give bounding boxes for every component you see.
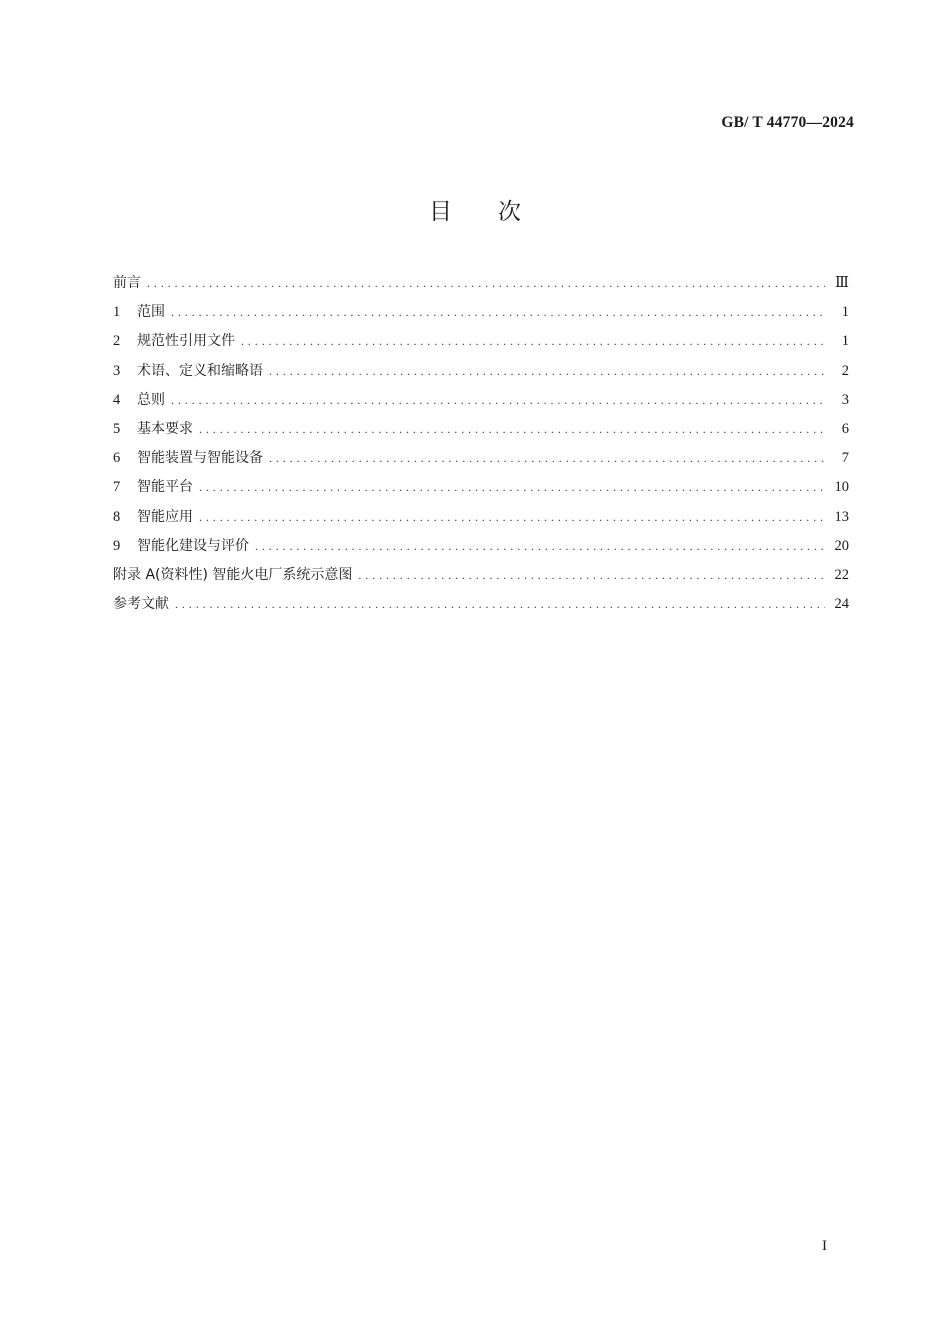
- toc-entry-7[interactable]: [113, 476, 849, 505]
- toc-entry-page: 3: [841, 391, 849, 408]
- toc-title-char-1: 目: [429, 199, 452, 225]
- dot-leader: [171, 393, 825, 408]
- dot-leader: [269, 451, 825, 466]
- toc-entry-label: 总则: [137, 391, 165, 408]
- toc-entry-9[interactable]: [113, 535, 849, 564]
- toc-entry-label: 智能化建设与评价: [137, 537, 249, 554]
- toc-entry-foreword[interactable]: [113, 272, 849, 301]
- toc-entry-label: 智能平台: [137, 479, 193, 496]
- standard-number: GB/ T 44770—2024: [721, 114, 854, 131]
- table-of-contents: [113, 272, 849, 622]
- toc-entry-page: 24: [834, 596, 849, 613]
- toc-entry-page: 2: [841, 362, 849, 379]
- toc-entry-number: 5: [113, 420, 121, 437]
- toc-entry-page: 1: [841, 304, 849, 321]
- toc-entry-page: 1: [841, 333, 849, 350]
- toc-entry-3[interactable]: [113, 360, 849, 389]
- toc-entry-number: 1: [113, 304, 121, 321]
- toc-entry-number: 4: [113, 391, 121, 408]
- dot-leader: [175, 597, 825, 612]
- toc-entry-label: 附录 A(资料性) 智能火电厂系统示意图: [113, 566, 353, 583]
- toc-entry-page: 13: [834, 508, 849, 525]
- toc-entry-references[interactable]: [113, 593, 849, 622]
- toc-entry-label: 术语、定义和缩略语: [137, 362, 263, 379]
- toc-entry-page: 20: [834, 537, 849, 554]
- toc-entry-page: Ⅲ: [835, 275, 849, 291]
- toc-entry-label: 基本要求: [137, 420, 193, 437]
- toc-entry-label: 参考文献: [113, 596, 169, 613]
- toc-entry-4[interactable]: [113, 389, 849, 418]
- page-number: I: [822, 1238, 827, 1254]
- toc-entry-number: 2: [113, 333, 121, 350]
- toc-entry-page: 7: [841, 450, 849, 467]
- toc-title-char-2: 次: [498, 199, 521, 225]
- toc-entry-8[interactable]: [113, 506, 849, 535]
- toc-entry-number: 8: [113, 508, 121, 525]
- dot-leader: [241, 334, 825, 349]
- toc-entry-1[interactable]: [113, 301, 849, 330]
- toc-entry-5[interactable]: [113, 418, 849, 447]
- dot-leader: [147, 276, 825, 291]
- toc-entry-label: 前言: [113, 275, 141, 291]
- toc-entry-page: 6: [841, 420, 849, 437]
- dot-leader: [199, 510, 825, 525]
- toc-title: [0, 193, 950, 226]
- toc-entry-page: 22: [834, 566, 849, 583]
- toc-entry-label: 范围: [137, 304, 165, 321]
- toc-entry-label: 智能装置与智能设备: [137, 450, 263, 467]
- toc-entry-number: 7: [113, 479, 121, 496]
- toc-entry-label: 智能应用: [137, 508, 193, 525]
- toc-entry-2[interactable]: [113, 330, 849, 359]
- toc-entry-6[interactable]: [113, 447, 849, 476]
- toc-entry-number: 6: [113, 450, 121, 467]
- toc-entry-label: 规范性引用文件: [137, 333, 235, 350]
- dot-leader: [171, 305, 825, 320]
- toc-entry-page: 10: [834, 479, 849, 496]
- toc-entry-appendix-a[interactable]: [113, 564, 849, 593]
- dot-leader: [199, 422, 825, 437]
- toc-entry-number: 9: [113, 537, 121, 554]
- dot-leader: [199, 480, 825, 495]
- dot-leader: [269, 364, 825, 379]
- toc-entry-number: 3: [113, 362, 121, 379]
- dot-leader: [255, 539, 825, 554]
- dot-leader: [358, 568, 825, 583]
